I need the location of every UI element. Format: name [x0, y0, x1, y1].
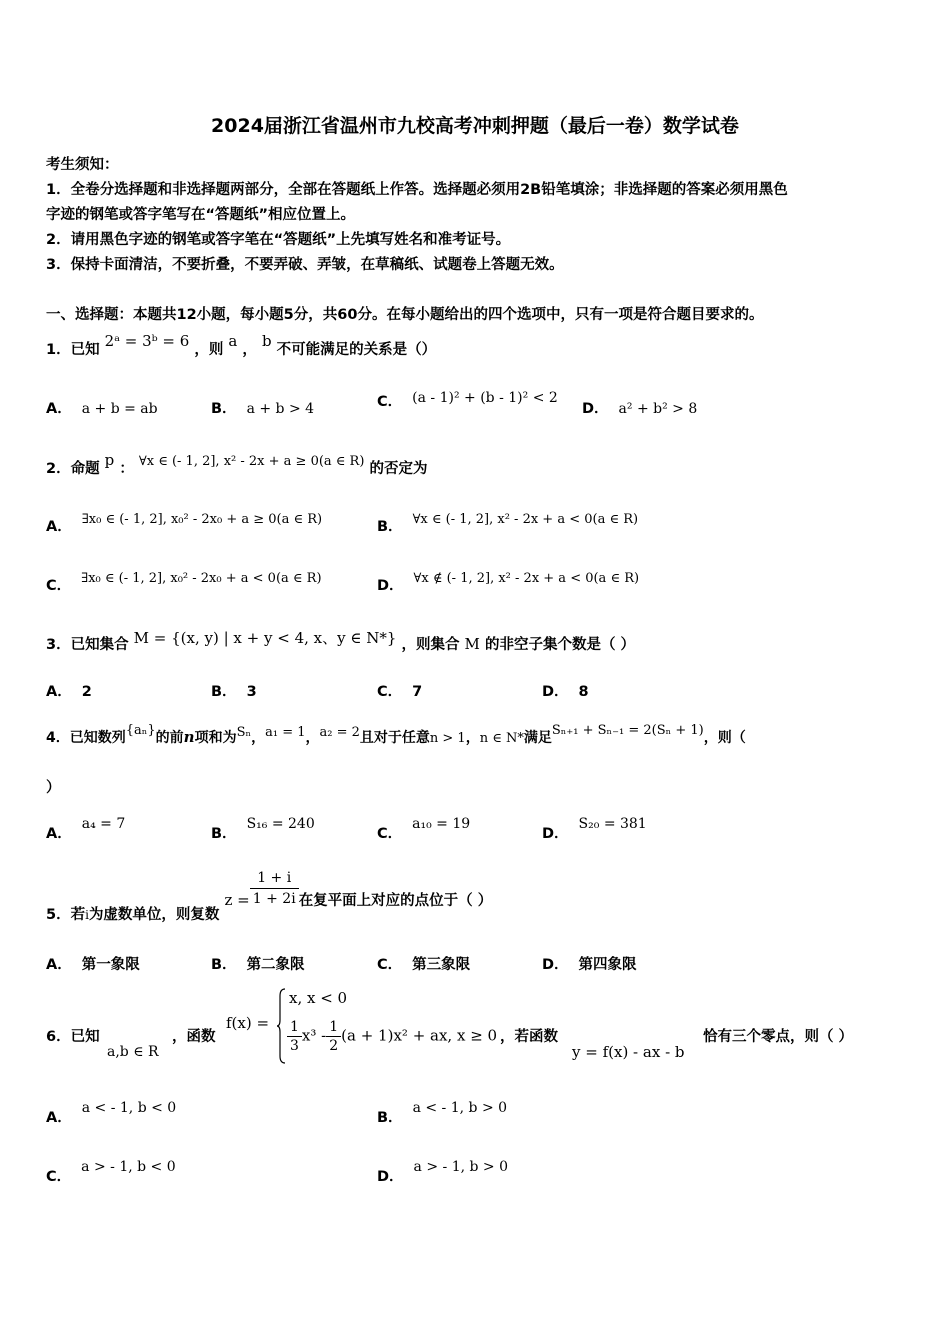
q4-option-c-text: a₁₀ = 19: [412, 816, 471, 832]
q6-suffix: 恰有三个零点，则（ ）: [703, 1029, 854, 1045]
q5-var-i: i: [85, 907, 89, 922]
q2-option-c-text: ∃x₀ ∈ (- 1, 2], x₀² - 2x₀ + a < 0(a ∈ R): [81, 571, 322, 586]
q4-close-paren: ）: [46, 780, 61, 796]
q4-prefix: 4．已知数列: [46, 730, 126, 746]
q4-comma-3: ，: [465, 730, 480, 746]
q6-ab: [107, 1044, 159, 1060]
q1-option-b[interactable]: [211, 397, 314, 418]
q5-prefix: 5．若: [46, 906, 86, 923]
notice-item-1: 1．全卷分选择题和非选择题两部分，全部在答题纸上作答。选择题必须用2B铅笔填涂；非选择题的答案必须用黑色: [46, 182, 788, 198]
q4-sequence: {aₙ}: [125, 723, 156, 738]
q2-option-a-label: A．: [46, 519, 72, 535]
q5-denominator: 1 + 2i: [252, 891, 296, 907]
q4-option-d-label: D．: [542, 826, 569, 842]
q6-option-a-label: A．: [46, 1110, 72, 1126]
q2-option-b-label: B．: [377, 519, 403, 535]
q6-case-1: [289, 989, 347, 1007]
q4-option-b-label: B．: [211, 826, 237, 842]
q2-expression: ∀x ∈ (- 1, 2], x² - 2x + a ≥ 0(a ∈ R): [138, 454, 365, 469]
q5-numerator: 1 + i: [250, 868, 299, 889]
q6-option-a[interactable]: [46, 1096, 177, 1126]
q2-option-c-label: C．: [46, 578, 72, 594]
q5-option-b-text: 第二象限: [246, 957, 305, 973]
notice-heading: 考生须知：: [46, 157, 119, 173]
q1-option-c-label: C．: [377, 394, 403, 410]
q5-z: z =: [224, 890, 250, 909]
q4-option-b-text: S₁₆ = 240: [246, 816, 315, 832]
q1-sep: ，: [242, 342, 257, 358]
q3-option-d[interactable]: [542, 680, 589, 701]
q6-case-2-mid: x³ -: [301, 1026, 327, 1045]
q2-option-c[interactable]: [46, 566, 322, 594]
q4-cond-2: n ∈ N*: [479, 731, 524, 746]
q4-option-c-label: C．: [377, 826, 403, 842]
q6-fx-text: f(x) =: [226, 1014, 270, 1032]
q6-prefix: 6．已知: [46, 1029, 100, 1045]
q1-option-c[interactable]: [377, 390, 558, 411]
q2-option-a[interactable]: [46, 507, 323, 535]
q4-cond-1: n > 1: [429, 731, 466, 746]
q1-var-a: a: [228, 332, 238, 350]
q1-option-b-label: B．: [211, 401, 237, 417]
question-2: [46, 451, 428, 478]
q2-option-a-text: ∃x₀ ∈ (- 1, 2], x₀² - 2x₀ + a ≥ 0(a ∈ R): [81, 512, 323, 527]
q6-frac-2-num: 1: [326, 1018, 341, 1037]
q6-case-2-end: (a + 1)x² + ax, x ≥ 0: [341, 1026, 498, 1045]
q2-option-d-text: ∀x ∉ (- 1, 2], x² - 2x + a < 0(a ∈ R): [413, 571, 640, 586]
q1-option-b-text: a + b > 4: [246, 401, 315, 417]
q4-text-2: 项和为: [194, 730, 237, 746]
q5-option-a-label: A．: [46, 957, 72, 973]
q6-option-a-text: a < - 1, b < 0: [81, 1100, 177, 1116]
q2-suffix: 的否定为: [369, 461, 428, 477]
q5-option-d-text: 第四象限: [578, 957, 637, 973]
q1-expression: 2ᵃ = 3ᵇ = 6: [104, 332, 190, 350]
q2-prefix: 2．命题: [46, 461, 100, 477]
q5-suffix: 在复平面上对应的点位于（ ）: [298, 892, 493, 909]
notice-item-2: 2．请用黑色字迹的钢笔或答字笔在“答题纸”上先填写姓名和准考证号。: [46, 232, 511, 248]
q4-var-n: n: [183, 728, 195, 746]
q5-option-d[interactable]: [542, 953, 637, 974]
q6-fx: [226, 1014, 269, 1032]
q3-option-a-text: 2: [81, 684, 92, 700]
q4-option-a-text: a₄ = 7: [81, 816, 126, 832]
q1-option-d-text: a² + b² > 8: [618, 401, 698, 417]
q5-option-c-text: 第三象限: [412, 957, 471, 973]
q4-sn: Sₙ: [236, 725, 252, 740]
q6-frac-1-den: 3: [290, 1038, 299, 1054]
q3-option-c-label: C．: [377, 684, 403, 700]
q3-mid: ，则集合: [401, 637, 460, 653]
q3-option-d-text: 8: [578, 684, 589, 700]
q5-option-c-label: C．: [377, 957, 403, 973]
q4-comma-2: ，: [305, 730, 320, 746]
q6-ab-text: a,b ∈ R: [107, 1044, 159, 1060]
q3-var-m: M: [464, 635, 480, 653]
q3-option-b-label: B．: [211, 684, 237, 700]
q6-option-c-label: C．: [46, 1169, 72, 1185]
q6-text-1: ，函数: [172, 1029, 216, 1045]
section-heading: 一、选择题：本题共12小题，每小题5分，共60分。在每小题给出的四个选项中，只有一项是符合题目要求的。: [46, 307, 764, 323]
q5-option-b-label: B．: [211, 957, 237, 973]
question-3: [46, 629, 636, 654]
q3-option-b[interactable]: [211, 680, 257, 701]
q3-suffix: 的非空子集个数是（ ）: [484, 637, 636, 653]
q5-option-a[interactable]: [46, 953, 140, 974]
q6-frac-1-num: 1: [287, 1018, 302, 1037]
q6-option-b-label: B．: [377, 1110, 403, 1126]
q6-option-d-text: a > - 1, b > 0: [413, 1159, 509, 1175]
q1-option-a-label: A．: [46, 401, 72, 417]
q5-option-c[interactable]: [377, 953, 470, 974]
q4-text-5: ，则（: [703, 730, 746, 746]
notice-item-1-cont: 字迹的钢笔或答字笔写在“答题纸”相应位置上。: [46, 207, 356, 223]
q3-option-c-text: 7: [412, 684, 423, 700]
notice-item-3: 3．保持卡面清洁，不要折叠，不要弄破、弄皱，在草稿纸、试题卷上答题无效。: [46, 257, 564, 273]
q1-option-a[interactable]: [46, 397, 158, 418]
q1-option-a-text: a + b = ab: [81, 401, 158, 417]
q4-text-1: 的前: [155, 730, 184, 746]
q5-option-b[interactable]: [211, 953, 305, 974]
q3-option-c[interactable]: [377, 680, 422, 701]
q6-case-2: [287, 1018, 497, 1055]
q6-case-1-text: x, x < 0: [289, 989, 348, 1007]
q4-option-b[interactable]: [211, 812, 315, 842]
q4-option-d-text: S₂₀ = 381: [578, 816, 647, 832]
q2-option-d-label: D．: [377, 578, 404, 594]
q4-option-c[interactable]: [377, 812, 471, 842]
q3-prefix: 3．已知集合: [46, 637, 129, 653]
q6-y-expr: [572, 1043, 685, 1061]
q1-suffix: 不可能满足的关系是（）: [276, 342, 437, 358]
q6-frac-1: [287, 1018, 302, 1055]
q5-option-a-text: 第一象限: [81, 957, 140, 973]
q4-a2: a₂ = 2: [319, 725, 360, 740]
q5-text-1: 为虚数单位，则复数: [88, 906, 220, 923]
q3-option-d-label: D．: [542, 684, 569, 700]
q6-option-d-label: D．: [377, 1169, 404, 1185]
q4-text-3: 且对于任意: [359, 730, 430, 746]
q3-expression: M = {(x, y) | x + y < 4, x、y ∈ N*}: [133, 629, 397, 647]
q6-left-brace: [276, 988, 286, 1064]
exam-title: 2024届浙江省温州市九校高考冲刺押题（最后一卷）数学试卷: [211, 115, 739, 137]
question-5: [46, 868, 493, 923]
q2-option-d[interactable]: [377, 566, 640, 594]
q3-option-b-text: 3: [246, 684, 257, 700]
q1-option-d[interactable]: [582, 397, 697, 418]
q1-mid: ，则: [194, 342, 224, 358]
q1-option-c-text: (a - 1)² + (b - 1)² < 2: [412, 390, 558, 406]
q5-option-d-label: D．: [542, 957, 569, 973]
question-1: [46, 332, 437, 359]
q2-colon: ：: [119, 461, 134, 477]
q6-frac-2: [326, 1018, 341, 1055]
q1-prefix: 1．已知: [46, 342, 100, 358]
q6-frac-2-den: 2: [329, 1038, 339, 1054]
q5-fraction: [250, 868, 299, 909]
q6-y-expr-text: y = f(x) - ax - b: [572, 1043, 685, 1061]
q6-option-c-text: a > - 1, b < 0: [81, 1159, 176, 1175]
q4-relation: Sₙ₊₁ + Sₙ₋₁ = 2(Sₙ + 1): [551, 723, 704, 738]
q3-option-a-label: A．: [46, 684, 72, 700]
q2-option-b-text: ∀x ∈ (- 1, 2], x² - 2x + a < 0(a ∈ R): [412, 512, 639, 527]
q1-var-b: b: [261, 332, 272, 350]
q6-text-2: ，若函数: [500, 1029, 558, 1045]
q3-option-a[interactable]: [46, 680, 92, 701]
q4-option-d[interactable]: [542, 812, 647, 842]
q4-a1: a₁ = 1: [265, 725, 306, 740]
q4-text-4: 满足: [523, 730, 552, 746]
q6-option-b-text: a < - 1, b > 0: [412, 1100, 508, 1116]
q6-option-d[interactable]: [377, 1155, 509, 1185]
q4-option-a-label: A．: [46, 826, 72, 842]
q6-option-c[interactable]: [46, 1155, 176, 1185]
q1-option-d-label: D．: [582, 401, 609, 417]
q6-option-b[interactable]: [377, 1096, 508, 1126]
q2-var-p: p: [104, 451, 115, 469]
question-4: [46, 723, 746, 747]
q4-comma-1: ，: [251, 730, 266, 746]
q4-option-a[interactable]: [46, 812, 126, 842]
q2-option-b[interactable]: [377, 507, 639, 535]
